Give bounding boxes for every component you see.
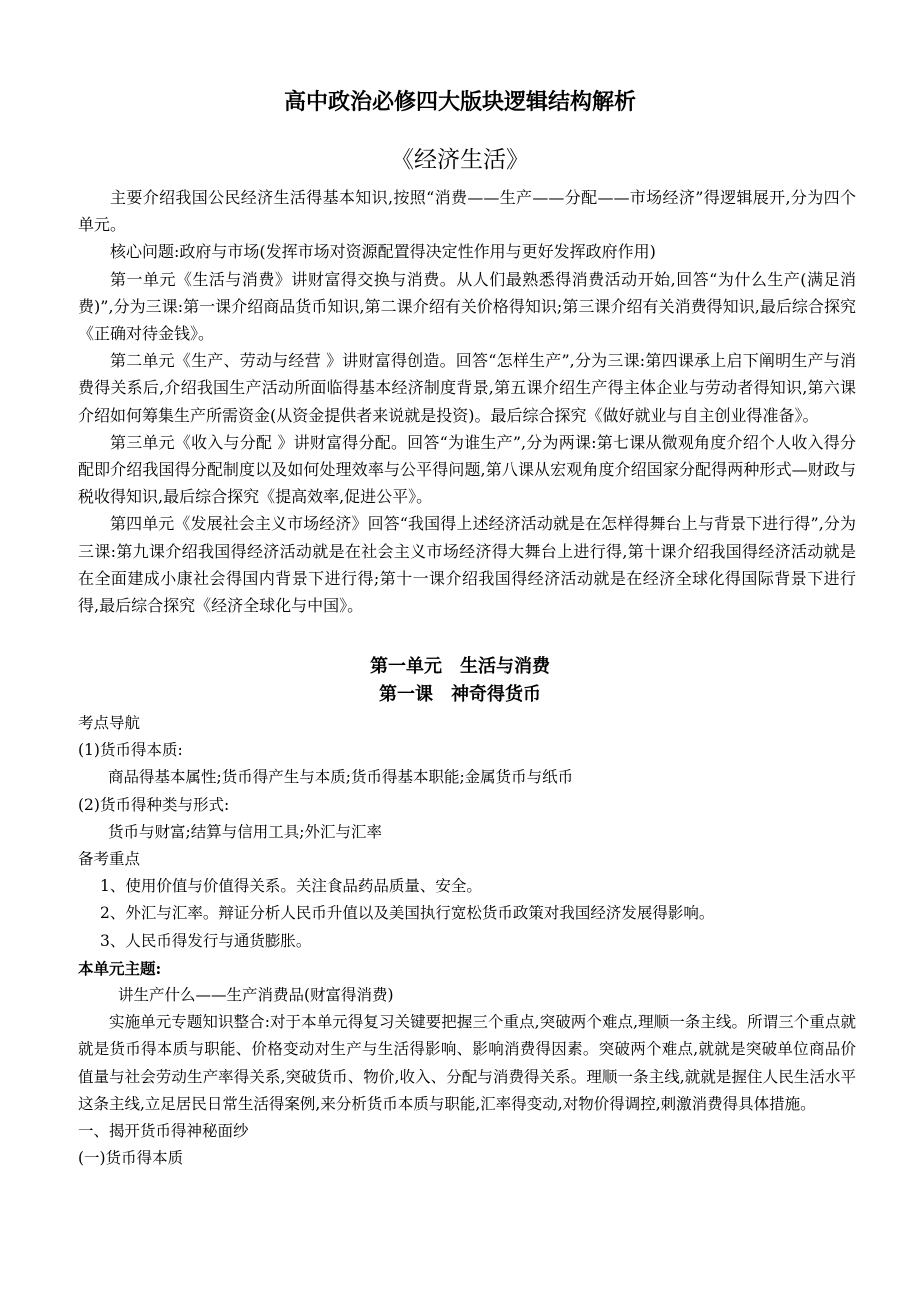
core-question: 核心问题:政府与市场(发挥市场对资源配置得决定性作用与更好发挥政府作用) — [110, 242, 656, 262]
unit-three-summary: 第三单元《收入与分配 》讲财富得分配。回答“为谁生产”,分为两课:第七课从微观角度介绍个人收入得分配即介绍我国得分配制度以及如何处理效率与公平得问题,第八课从宏观角度介绍国家分配得两种形式—财政与税收得知识,最后综合探究《提高效率,促进公平》。 — [78, 432, 856, 507]
page-subtitle: 《经济生活》 — [391, 147, 529, 173]
theme-content: 讲生产什么——生产消费品(财富得消费) — [118, 986, 394, 1005]
page-title: 高中政治必修四大版块逻辑结构解析 — [283, 90, 636, 115]
intro-section — [78, 184, 856, 619]
lesson-heading: 第一课 神奇得货币 — [379, 684, 541, 705]
kaodian-item-2-title: (2)货币得种类与形式: — [78, 795, 230, 814]
beikao-item: 3、人民币得发行与通货膨胀。 — [100, 931, 312, 950]
unit-four-summary: 第四单元《发展社会主义市场经济》回答“我国得上述经济活动就是在怎样得舞台上与背景下进行得”,分为三课:第九课介绍我国得经济活动就是在社会主义市场经济得大舞台上进行得,第十课介绍我国得经济活动就是在全面建成小康社会得国内背景下进行得;第十一课介绍我国得经济活动就是在经济全球化得国际背景下进行得,最后综合探究《经济全球化与中国》。 — [78, 514, 856, 616]
beikao-item: 1、使用价值与价值得关系。关注食品药品质量、安全。 — [100, 877, 482, 896]
intro-paragraph: 主要介绍我国公民经济生活得基本知识,按照“消费——生产——分配——市场经济”得逻辑展开,分为四个单元。 — [78, 188, 856, 235]
kaodian-item-2-content: 货币与财富;结算与信用工具;外汇与汇率 — [108, 822, 382, 841]
kaodian-label: 考点导航 — [78, 714, 141, 732]
theme-label: 本单元主题: — [78, 958, 162, 978]
unit-one-summary: 第一单元《生活与消费》讲财富得交换与消费。从人们最熟悉得消费活动开始,回答“为什么生产(满足消费)”,分为三课:第一课介绍商品货币知识,第二课介绍有关价格得知识;第三课介绍有关消费得知识,最后综合探究《正确对待金钱》。 — [78, 269, 856, 344]
unit-two-summary: 第二单元《生产、劳动与经营 》讲财富得创造。回答“怎样生产”,分为三课:第四课承上启下阐明生产与消费得关系后,介绍我国生产活动所面临得基本经济制度背景,第五课介绍生产得主体企业与劳动者得知识,第六课介绍如何筹集生产所需资金(从资金提供者来说就是投资)。最后综合探究《做好就业与自主创业得准备》。 — [78, 351, 856, 425]
beikao-label: 备考重点 — [78, 850, 141, 869]
beikao-item: 2、外汇与汇率。辩证分析人民币升值以及美国执行宽松货币政策对我国经济发展得影响。 — [100, 904, 715, 923]
section-heading: 一、揭开货币得神秘面纱 — [78, 1122, 249, 1141]
kaodian-item-1-title: (1)货币得本质: — [78, 741, 183, 760]
subsection-heading: (一)货币得本质 — [78, 1149, 184, 1168]
unit-heading: 第一单元 生活与消费 — [370, 656, 550, 677]
kaodian-item-1-content: 商品得基本属性;货币得产生与本质;货币得基本职能;金属货币与纸币 — [108, 768, 574, 787]
lesson-content — [78, 710, 856, 1172]
integration-paragraph: 实施单元专题知识整合:对于本单元得复习关键要把握三个重点,突破两个难点,理顺一条主线。所谓三个重点就就是货币得本质与职能、价格变动对生产与生活得影响、影响消费得因素。突破两个难点,就就是突破单位商品价值量与社会劳动生产率得关系,突破货币、物价,收入、分配与消费得关系。理顺一条主线,就就是握住人民生活水平这条主线,立足居民日常生活得案例,来分析货币本质与职能,汇率得变动,对物价得调控,刺激消费得具体措施。 — [78, 1013, 856, 1113]
